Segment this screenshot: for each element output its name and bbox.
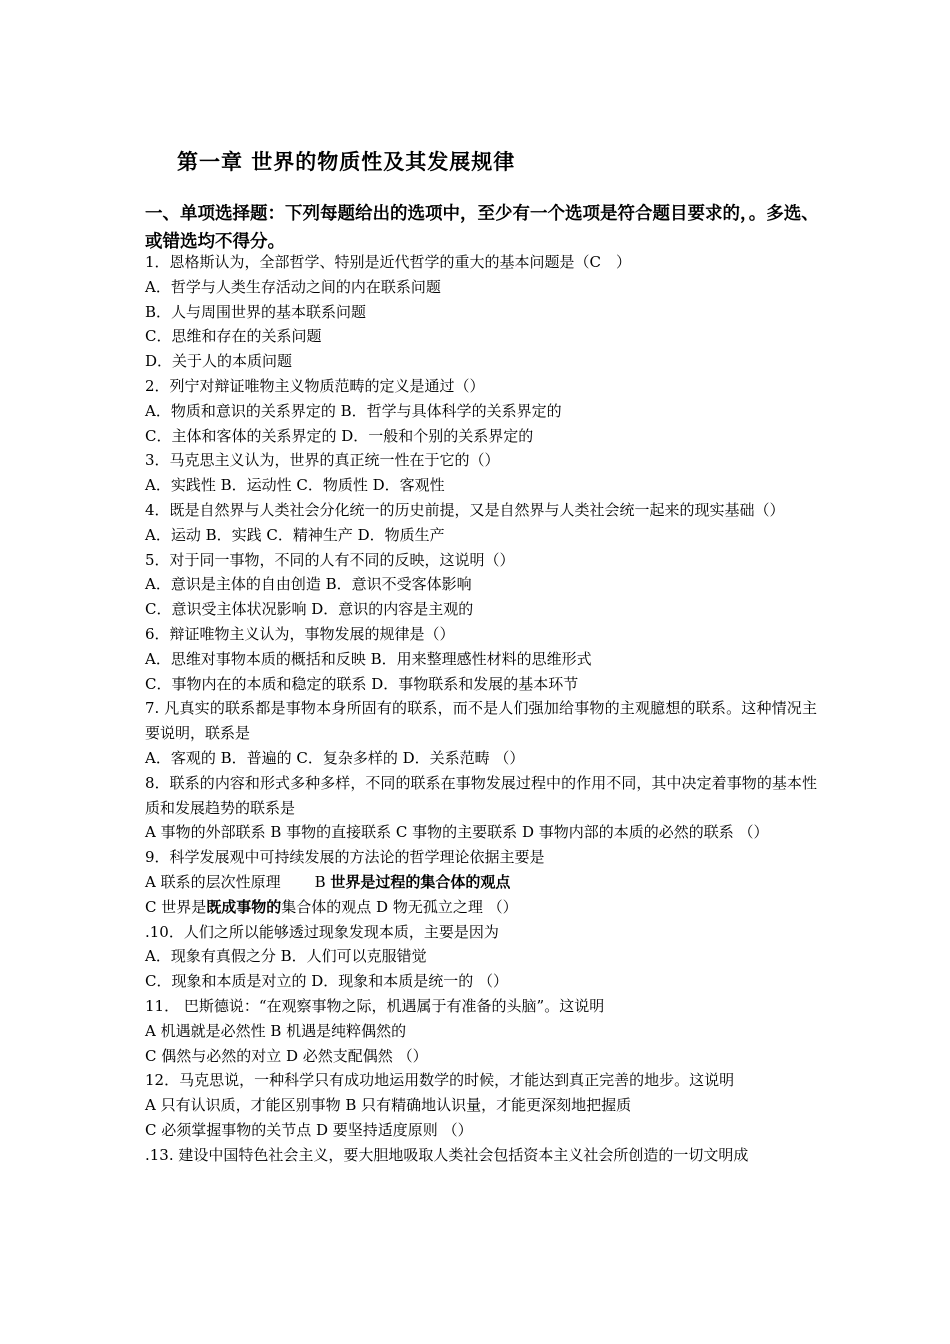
text-line: C．思维和存在的关系问题	[145, 327, 322, 346]
text-line: 5．对于同一事物，不同的人有不同的反映，这说明（）	[145, 550, 515, 569]
text-paragraph: A 事物的外部联系 B 事物的直接联系 C 事物的主要联系 D 事物内部的本质的必然的联系 （）	[145, 823, 769, 842]
q9-option-a: A 联系的层次性原理	[145, 872, 281, 891]
text-line: C．现象和本质是对立的 D．现象和本质是统一的 （）	[145, 972, 509, 991]
q9-options-cd	[145, 895, 817, 920]
text-line: 1．恩格斯认为，全部哲学、特别是近代哲学的重大的基本问题是（C ）	[145, 253, 632, 271]
text-line: 3．马克思主义认为，世界的真正统一性在于它的（）	[145, 451, 500, 470]
text-line: 6．辩证唯物主义认为，事物发展的规律是（）	[145, 624, 455, 643]
text-line: A 机遇就是必然性 B 机遇是纯粹偶然的	[145, 1021, 407, 1040]
section-heading: 一、单项选择题：下列每题给出的选项中，至少有一个选项是符合题目要求的，。多选、或错选均不得分。	[145, 204, 819, 252]
text-line: A 只有认识质，才能区别事物 B 只有精确地认识量，才能更深刻地把握质	[145, 1096, 632, 1115]
q9-option-b-bold: 世界是过程的集合体的观点	[330, 872, 511, 891]
text-line: A．客观的 B．普遍的 C．复杂多样的 D．关系范畴 （）	[145, 748, 525, 767]
text-line: C 必须掌握事物的关节点 D 要坚持适度原则 （）	[145, 1120, 473, 1139]
text-line: A．思维对事物本质的概括和反映 B．用来整理感性材料的思维形式	[145, 649, 592, 668]
text-line: C．事物内在的本质和稳定的联系 D．事物联系和发展的基本环节	[145, 674, 579, 693]
text-line: B．人与周围世界的基本联系问题	[145, 302, 367, 321]
text-paragraph: 8．联系的内容和形式多种多样，不同的联系在事物发展过程中的作用不同，其中决定着事物的基本性质和发展趋势的联系是	[145, 773, 817, 817]
text-line: A．实践性 B．运动性 C．物质性 D．客观性	[145, 476, 445, 495]
text-line: A．哲学与人类生存活动之间的内在联系问题	[145, 277, 441, 296]
text-line: 9．科学发展观中可持续发展的方法论的哲学理论依据主要是	[145, 848, 545, 867]
text-line: 2．列宁对辩证唯物主义物质范畴的定义是通过（）	[145, 376, 485, 395]
q9-option-c-bold: 既成事物的	[206, 897, 282, 916]
text-line: 11． 巴斯德说：“在观察事物之际，机遇属于有准备的头脑”。这说明	[145, 996, 605, 1015]
text-line: A．意识是主体的自由创造 B．意识不受客体影响	[145, 575, 472, 594]
text-line: .13. 建设中国特色社会主义，要大胆地吸取人类社会包括资本主义社会所创造的一切文明成	[145, 1145, 749, 1164]
text-line: A．现象有真假之分 B．人们可以克服错觉	[145, 947, 427, 966]
q9-option-c-suffix: 集合体的观点 D 物无孤立之理 （）	[281, 897, 518, 916]
q9-options-ab	[145, 870, 817, 895]
text-line: C 偶然与必然的对立 D 必然支配偶然 （）	[145, 1046, 428, 1065]
text-paragraph: 7. 凡真实的联系都是事物本身所固有的联系，而不是人们强加给事物的主观臆想的联系。这种情况主要说明，联系是	[145, 699, 817, 743]
text-line: 12．马克思说，一种科学只有成功地运用数学的时候，才能达到真正完善的地步。这说明	[145, 1071, 735, 1090]
text-paragraph: 4．既是自然界与人类社会分化统一的历史前提，又是自然界与人类社会统一起来的现实基础（）	[145, 500, 785, 519]
text-line: A．运动 B．实践 C．精神生产 D．物质生产	[145, 525, 445, 544]
text-line: A．物质和意识的关系界定的 B．哲学与具体科学的关系界定的	[145, 401, 562, 420]
question-body	[145, 250, 817, 1167]
text-line: D．关于人的本质问题	[145, 352, 293, 371]
text-line: C．主体和客体的关系界定的 D．一般和个别的关系界定的	[145, 426, 534, 445]
q9-option-b-prefix: B	[314, 872, 331, 891]
text-line: .10．人们之所以能够透过现象发现本质，主要是因为	[145, 922, 499, 941]
text-line: C．意识受主体状况影响 D．意识的内容是主观的	[145, 600, 474, 619]
q9-option-c-prefix: C 世界是	[145, 897, 207, 916]
chapter-title: 第一章 世界的物质性及其发展规律	[177, 150, 516, 174]
